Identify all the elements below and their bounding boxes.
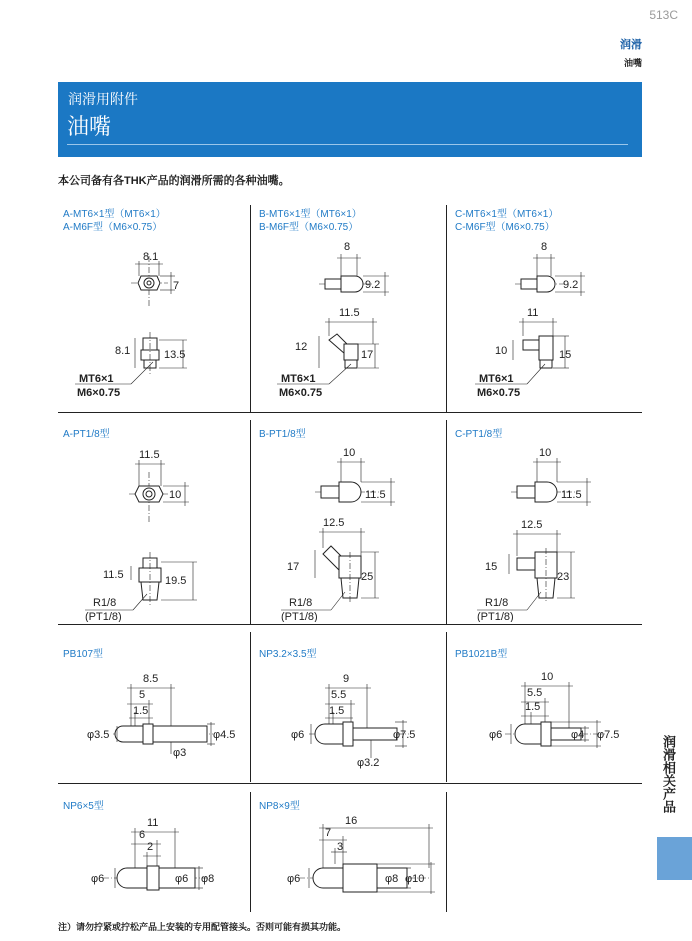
dim-label: 10 [169, 489, 182, 501]
dim-label: 17 [287, 561, 300, 573]
nipple-drawing [259, 662, 444, 782]
dim-label: 7 [325, 827, 332, 839]
nipple-cell-b-mt6 [259, 208, 444, 408]
page-number: 513C [649, 8, 678, 22]
dim-label: 11.5 [365, 489, 386, 501]
nipple-cell-pb107 [63, 648, 248, 780]
banner-title: 油嘴 [67, 114, 112, 139]
thread-label-alt: M6×0.75 [477, 387, 521, 399]
dim-label: 12.5 [521, 519, 543, 531]
thread-label-alt: M6×0.75 [279, 387, 323, 399]
nipple-drawing [63, 812, 248, 912]
dim-label: 9.2 [563, 279, 579, 291]
dim-label: 2 [147, 841, 154, 853]
grid-divider [58, 624, 642, 625]
side-tab-label: 润滑相关产品 [661, 735, 676, 813]
dim-label: 10 [343, 447, 356, 459]
nipple-cell-np6 [63, 800, 248, 910]
nipple-cell-pb1021b [455, 648, 640, 780]
cell-title: C-PT1/8型 [455, 429, 503, 440]
thread-label-alt: (PT1/8) [477, 611, 514, 622]
dim-label: φ6 [291, 729, 305, 741]
banner-rule [67, 144, 628, 145]
dim-label: 10 [541, 671, 554, 683]
cell-title-alt: C-M6F型（M6×0.75） [455, 222, 555, 233]
dim-label: 8.1 [143, 251, 159, 263]
dim-label: 7 [173, 280, 180, 292]
dim-label: 15 [559, 349, 572, 361]
nipple-drawing [455, 442, 640, 622]
dim-label: φ6 [91, 873, 105, 885]
dim-label: φ6 [175, 873, 189, 885]
dim-label: 11 [527, 307, 539, 319]
grid-divider [58, 783, 642, 784]
thread-label-alt: (PT1/8) [281, 611, 318, 622]
dim-label: φ7.5 [393, 729, 416, 741]
cell-title: C-MT6×1型（MT6×1） [455, 209, 559, 220]
grid-divider [250, 792, 251, 912]
dim-label: φ4.5 [213, 729, 236, 741]
nipple-drawing [63, 662, 248, 782]
nipple-drawing [63, 236, 248, 411]
nipple-drawing [63, 442, 248, 622]
thread-label-alt: M6×0.75 [77, 387, 121, 399]
thread-label: MT6×1 [79, 373, 114, 385]
dim-label: 11.5 [103, 569, 124, 581]
cell-title-alt: A-M6F型（M6×0.75） [63, 222, 163, 233]
grid-divider [446, 792, 447, 912]
cell-title: A-MT6×1型（MT6×1） [63, 209, 166, 220]
dim-label: 5.5 [527, 687, 543, 699]
nipple-drawing [455, 236, 640, 411]
dim-label: 1.5 [329, 705, 345, 717]
dim-label: φ4 [571, 729, 585, 741]
cell-title: PB1021B型 [455, 649, 508, 660]
dim-label: 19.5 [165, 575, 187, 587]
grid-divider [58, 412, 642, 413]
dim-label: 9 [343, 673, 350, 685]
dim-label: 15 [485, 561, 498, 573]
dim-label: φ3.5 [87, 729, 110, 741]
dim-label: 25 [361, 571, 374, 583]
dim-label: 11 [147, 817, 159, 829]
dim-label: φ8 [201, 873, 215, 885]
dim-label: 8 [344, 241, 351, 253]
grid-divider [446, 205, 447, 412]
cell-title: B-PT1/8型 [259, 429, 306, 440]
dim-label: 17 [361, 349, 374, 361]
dim-label: 3 [337, 841, 344, 853]
dim-label: φ6 [489, 729, 503, 741]
dim-label: φ8 [385, 873, 399, 885]
nipple-cell-b-pt18 [259, 428, 444, 620]
nipple-cell-a-pt18 [63, 428, 248, 620]
grid-divider [446, 420, 447, 624]
cell-title: NP8×9型 [259, 801, 300, 812]
dim-label: 8.1 [115, 345, 131, 357]
grid-divider [446, 632, 447, 782]
nipple-cell-c-mt6 [455, 208, 640, 408]
nipple-cell-np32 [259, 648, 444, 780]
header-subcategory: 油嘴 [623, 58, 642, 68]
nipple-cell-np8 [259, 800, 444, 910]
footnote: 注）请勿拧紧或拧松产品上安装的专用配管接头。否则可能有损其功能。 [58, 922, 347, 932]
thread-label: MT6×1 [281, 373, 316, 385]
banner-subtitle: 润滑用附件 [68, 91, 138, 107]
dim-label: 1.5 [525, 701, 541, 713]
side-tab-marker [657, 837, 692, 880]
dim-label: 13.5 [164, 349, 186, 361]
intro-text: 本公司备有各THK产品的润滑所需的各种油嘴。 [58, 175, 290, 187]
dim-label: 12.5 [323, 517, 345, 529]
dim-label: φ10 [405, 873, 425, 885]
thread-label: R1/8 [289, 597, 313, 609]
cell-title: NP6×5型 [63, 801, 104, 812]
dim-label: 10 [495, 345, 508, 357]
dim-label: 10 [539, 447, 552, 459]
thread-label: R1/8 [93, 597, 117, 609]
dim-label: φ3 [173, 747, 187, 759]
dim-label: 8 [541, 241, 548, 253]
dim-label: 23 [557, 571, 570, 583]
dim-label: 5 [139, 689, 146, 701]
nipple-cell-a-mt6 [63, 208, 248, 408]
nipple-drawing [259, 442, 444, 622]
cell-title: B-MT6×1型（MT6×1） [259, 209, 362, 220]
dim-label: φ6 [287, 873, 301, 885]
cell-title: A-PT1/8型 [63, 429, 110, 440]
cell-title: NP3.2×3.5型 [259, 649, 317, 660]
cell-title: PB107型 [63, 649, 104, 660]
dim-label: 11.5 [561, 489, 582, 501]
grid-divider [250, 632, 251, 782]
nipple-drawing [259, 812, 444, 912]
dim-label: 5.5 [331, 689, 347, 701]
dim-label: 12 [295, 341, 308, 353]
dim-label: 9.2 [365, 279, 381, 291]
dim-label: 11.5 [339, 307, 360, 319]
grid-divider [250, 420, 251, 624]
thread-label: R1/8 [485, 597, 509, 609]
thread-label-alt: (PT1/8) [85, 611, 122, 622]
nipple-drawing [259, 236, 444, 411]
dim-label: 11.5 [139, 449, 160, 461]
dim-label: φ7.5 [597, 729, 620, 741]
dim-label: 6 [139, 829, 146, 841]
dim-label: 1.5 [133, 705, 149, 717]
grid-divider [250, 205, 251, 412]
header-category: 润滑 [620, 39, 642, 51]
nipple-cell-c-pt18 [455, 428, 640, 620]
title-banner [58, 82, 642, 157]
thread-label: MT6×1 [479, 373, 514, 385]
nipple-drawing [455, 662, 640, 782]
dim-label: φ3.2 [357, 757, 380, 769]
dim-label: 16 [345, 815, 358, 827]
cell-title-alt: B-M6F型（M6×0.75） [259, 222, 359, 233]
dim-label: 8.5 [143, 673, 159, 685]
